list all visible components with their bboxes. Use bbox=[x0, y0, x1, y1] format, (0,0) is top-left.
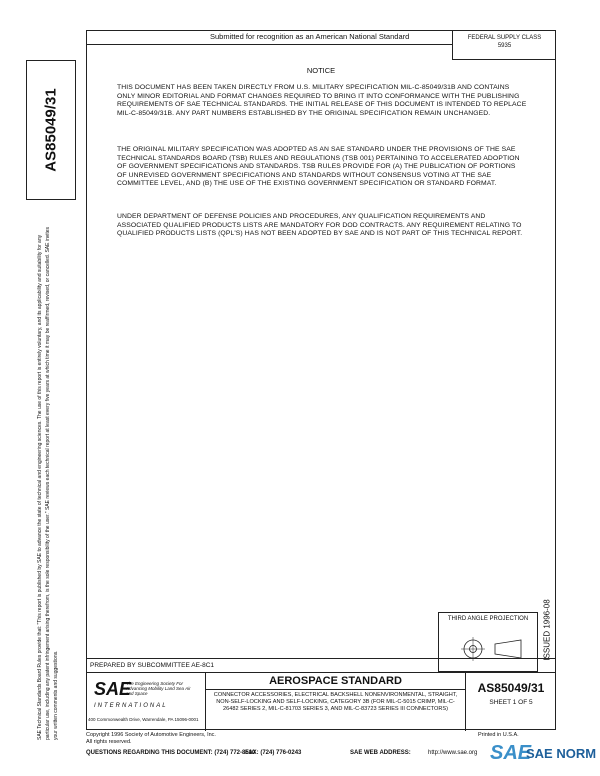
watermark-logo: SAE bbox=[490, 742, 532, 764]
fsc-label: FEDERAL SUPPLY CLASS bbox=[467, 35, 542, 41]
notice-paragraph-3: UNDER DEPARTMENT OF DEFENSE POLICIES AND PROCEDURES, ANY QUALIFICATION REQUIREMENTS AND ASSOCIATED QUALIFIED PRODUCTS LISTS ARE MANDATORY FOR DOD CONTRACTS. ANY REQUIREMENT RELATING TO QUALIFIED PRODUCTS LISTS (QPL'S) HAS NOT BEEN ADOPTED BY SAE AND IS NOT PART OF THIS TECHNICAL REPORT. bbox=[117, 213, 523, 238]
printed-in: Printed in U.S.A. bbox=[478, 732, 519, 738]
sae-tagline: The Engineering Society For Advancing Mobility Land Sea Air and Space bbox=[126, 681, 191, 696]
notice-title: NOTICE bbox=[306, 66, 336, 75]
title-main bbox=[206, 673, 466, 731]
submitted-notice: Submitted for recognition as an American National Standard bbox=[210, 32, 410, 41]
issued-date bbox=[540, 600, 554, 660]
projection-title: THIRD ANGLE PROJECTION bbox=[447, 616, 529, 622]
watermark-text: SAE NORM bbox=[526, 746, 597, 761]
web-address-link[interactable]: http://www.sae.org bbox=[428, 750, 478, 756]
header-divider bbox=[86, 44, 452, 45]
copyright bbox=[86, 732, 216, 746]
left-doc-number-text: AS85049/31 bbox=[42, 88, 60, 172]
sae-logo-block bbox=[86, 673, 206, 731]
left-disclaimer: SAE Technical Standards Board Rules provide that: "This report is published by SAE to advance the state of technical and engineering sciences. The use of this report is entirely voluntary, and its applicability and suitability for any particular use, including any patent infringement arising therefrom, is the sole responsibility of the user." SAE reviews each technical report at least every five years at which time it may be reaffirmed, revised, or cancelled. SAE invites your written comments and suggestions. bbox=[37, 226, 59, 740]
web-label: SAE WEB ADDRESS: bbox=[350, 750, 411, 756]
standard-description: CONNECTOR ACCESSORIES, ELECTRICAL BACKSHELL NONENVIRONMENTAL, STRAIGHT, NON-SELF-LOCKING AND SELF-LOCKING, CATEGORY 3B (FOR MIL-C-5015 CRIMP, MIL-C-26482 SERIES 2, MIL-C-81703 SERIES 3, AND MIL-C-83723 SERIES III CONNECTORS) bbox=[213, 692, 458, 712]
sae-norm-watermark bbox=[490, 742, 600, 772]
fax-number: FAX: (724) 776-0243 bbox=[245, 750, 302, 756]
sae-logo: SAE bbox=[94, 679, 132, 699]
doc-number: AS85049/31 bbox=[477, 681, 545, 695]
left-doc-number bbox=[26, 60, 76, 200]
notice-paragraph-2: THE ORIGINAL MILITARY SPECIFICATION WAS ADOPTED AS AN SAE STANDARD UNDER THE PROVISIONS OF THE SAE TECHNICAL STANDARDS BOARD (TSB) RULES AND REGULATIONS (TSB 001) PERTAINING TO ACCELERATED ADOPTION OF GOVERNMENT SPECIFICATIONS AND STANDARDS. TSB RULES PROVIDE FOR (A) THE PUBLICATION OF PORTIONS OF UNREVISED GOVERNMENT SPECIFICATIONS AND STANDARDS WITHOUT CONSENSUS VOTING AT THE SAE COMMITTEE LEVEL, AND (B) THE USE OF THE EXISTING GOVERNMENT SPECIFICATION OR STANDARD FORMAT. bbox=[117, 146, 520, 188]
sheet-number: SHEET 1 OF 5 bbox=[489, 699, 533, 706]
sae-international: INTERNATIONAL bbox=[94, 703, 168, 709]
copyright-line: Copyright 1996 Society of Automotive Engineers, Inc. bbox=[86, 732, 216, 738]
issued-date-text: ISSUED 1996-08 bbox=[542, 599, 552, 661]
sae-address: 400 Commonwealth Drive, Warrendale, PA 15096-0001 bbox=[88, 717, 199, 722]
fsc-value: 5935 bbox=[497, 43, 512, 49]
doc-number-block bbox=[466, 673, 556, 731]
questions-phone: QUESTIONS REGARDING THIS DOCUMENT: (724) 772-8510 bbox=[86, 750, 256, 756]
standard-type: AEROSPACE STANDARD bbox=[206, 673, 465, 690]
federal-supply-class-box bbox=[452, 30, 556, 60]
rights-line: All rights reserved. bbox=[86, 739, 132, 745]
notice-paragraph-1: THIS DOCUMENT HAS BEEN TAKEN DIRECTLY FROM U.S. MILITARY SPECIFICATION MIL-C-85049/31B AND CONTAINS ONLY MINOR EDITORIAL AND FORMAT CHANGES REQUIRED TO BRING IT INTO CONFORMANCE WITH THE PUBLISHING REQUIREMENTS OF SAE TECHNICAL STANDARDS. THE INITIAL RELEASE OF THIS DOCUMENT IS INTENDED TO REPLACE MIL-C-85049/31B. ANY PART NUMBERS ESTABLISHED BY THE ORIGINAL SPECIFICATION REMAIN UNCHANGED. bbox=[117, 84, 527, 117]
prepared-by: PREPARED BY SUBCOMMITTEE AE-8C1 bbox=[86, 658, 556, 672]
title-block bbox=[86, 672, 556, 730]
